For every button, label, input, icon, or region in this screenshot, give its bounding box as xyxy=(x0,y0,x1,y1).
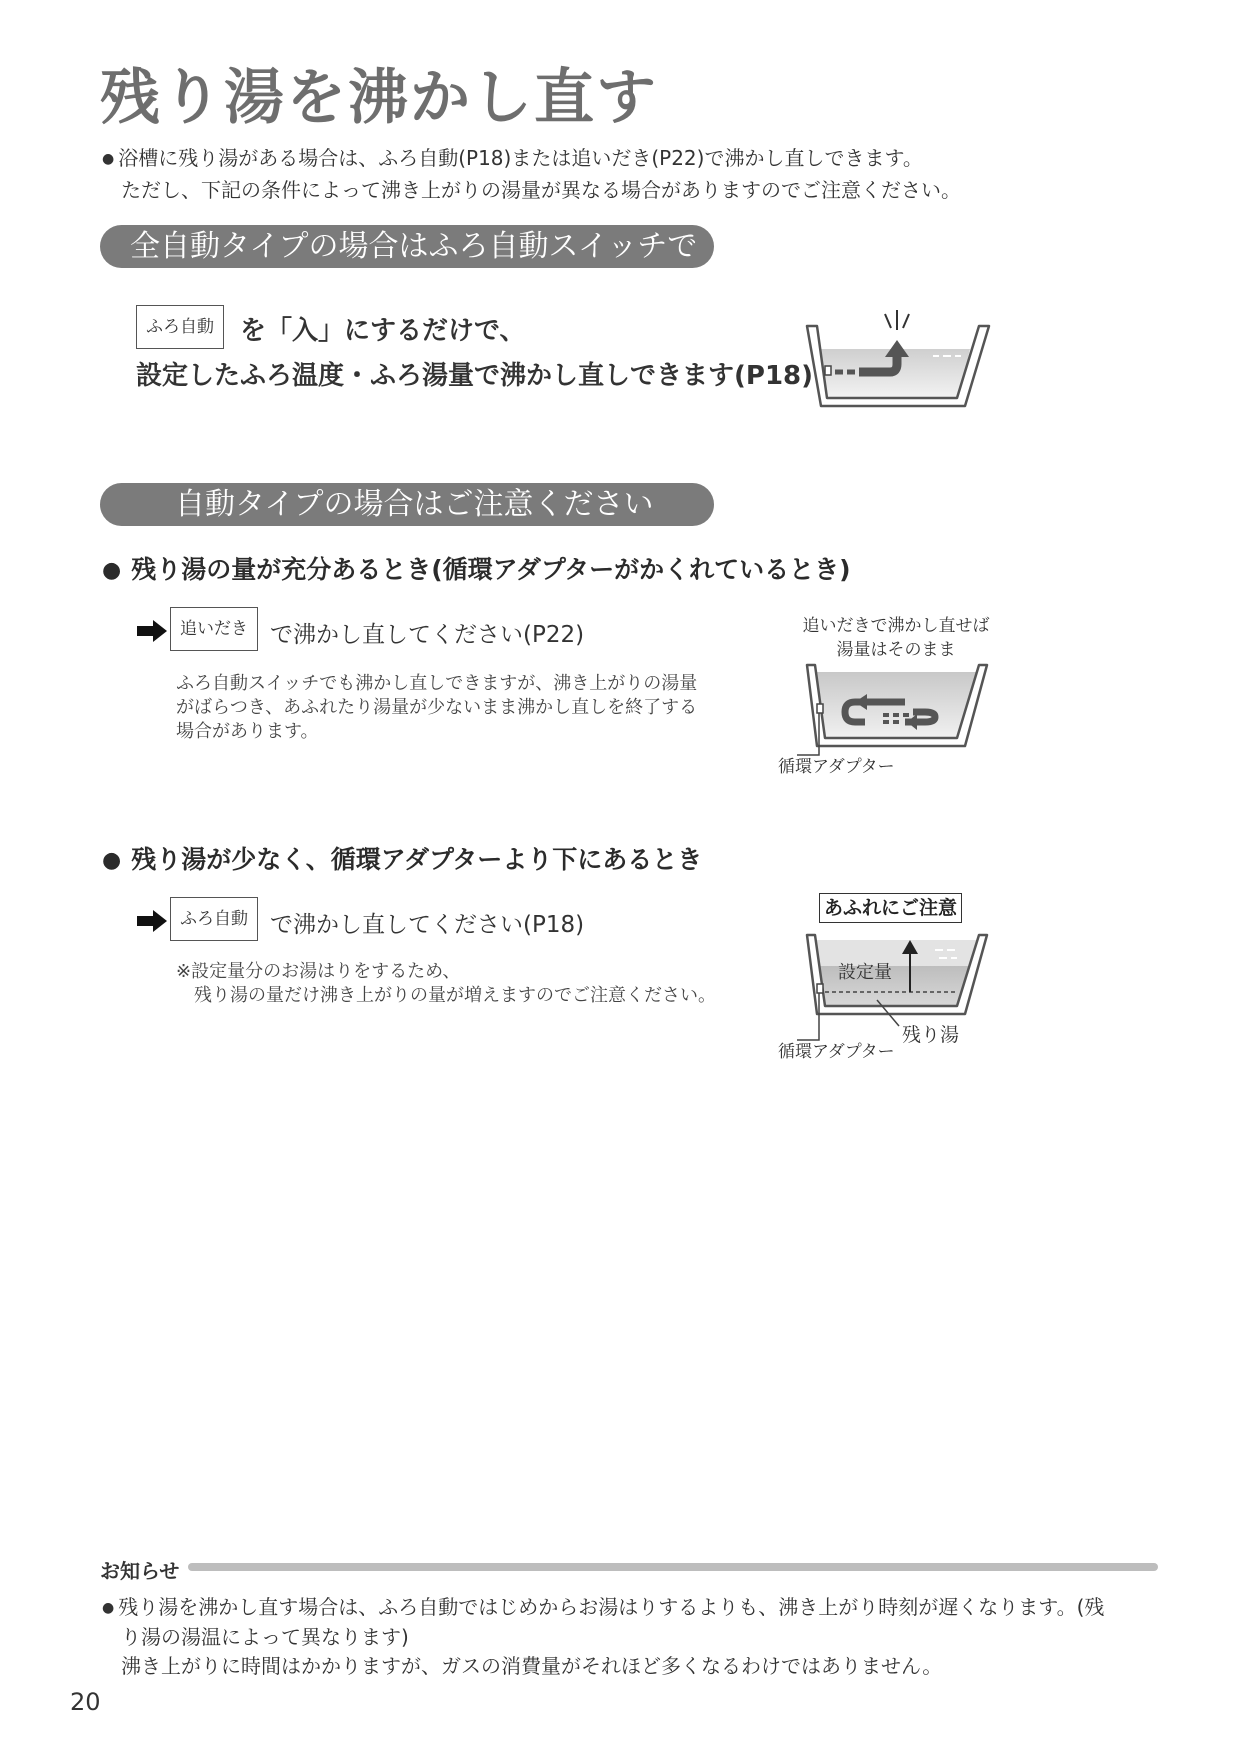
setting-amount-label: 設定量 xyxy=(838,962,892,983)
case2-adapter-label: 循環アダプター xyxy=(778,1042,895,1062)
case2-instruction: で沸かし直してください(P18) xyxy=(270,912,585,938)
remaining-water-label: 残り湯 xyxy=(902,1024,960,1046)
case1-heading: ● 残り湯の量が充分あるとき(循環アダプターがかくれているとき) xyxy=(102,555,851,584)
notice-line-1: ● 残り湯を沸かし直す場合は、ふろ自動ではじめからお湯はりするよりも、沸き上がり時刻が遅くなります。(残 xyxy=(102,1595,1105,1619)
furo-auto-key-label: ふろ自動 xyxy=(170,897,258,941)
notice-divider xyxy=(188,1563,1158,1571)
bullet-icon: ● xyxy=(102,1600,115,1616)
section1-line2: 設定したふろ温度・ふろ湯量で沸かし直しできます(P18) xyxy=(136,361,814,391)
case1-note: ふろ自動スイッチでも沸かし直しできますが、沸き上がりの湯量 がばらつき、あふれたり湯量が少ないまま沸かし直しを終了する 場合があります。 xyxy=(176,673,698,742)
case2-key xyxy=(170,897,258,941)
intro-line-2: ただし、下記の条件によって沸き上がりの湯量が異なる場合がありますのでご注意ください。 xyxy=(121,178,961,202)
section2-heading: 自動タイプの場合はご注意ください xyxy=(100,483,714,526)
notice-text: ● 残り湯を沸かし直す場合は、ふろ自動ではじめからお湯はりするよりも、沸き上がり時刻が遅くなります。(残 り湯の湯温によって異なります) 沸き上がりに時間はかかりますが、ガスの消費量がそれほど多くなるわけではありません。 xyxy=(102,1595,1105,1678)
section1-line1: を「入」にするだけで、 xyxy=(240,316,526,346)
overflow-caution-label: あふれにご注意 xyxy=(819,893,962,923)
page-number: 20 xyxy=(70,1688,101,1716)
case1-key xyxy=(170,607,258,651)
case1-instruction: で沸かし直してください(P22) xyxy=(270,622,585,648)
intro-line-1: ● 浴槽に残り湯がある場合は、ふろ自動(P18)または追いだき(P22)で沸かし直しできます。 xyxy=(102,146,923,170)
bathtub-reheat-figure xyxy=(805,302,1005,412)
oidaki-key-label: 追いだき xyxy=(170,607,258,651)
section1-heading: 全自動タイプの場合はふろ自動スイッチで xyxy=(100,225,714,268)
bullet-icon: ● xyxy=(102,558,122,583)
page-title: 残り湯を沸かし直す xyxy=(100,63,658,133)
bullet-icon: ● xyxy=(102,848,122,873)
case2-heading: ● 残り湯が少なく、循環アダプターより下にあるとき xyxy=(102,845,703,874)
case1-adapter-label: 循環アダプター xyxy=(778,757,895,777)
notice-title: お知らせ xyxy=(100,1559,180,1583)
arrow-right-icon xyxy=(137,620,167,642)
case2-note: ※設定量分のお湯はりをするため、 残り湯の量だけ沸き上がりの量が増えますのでご注意ください。 xyxy=(176,961,716,1006)
furo-auto-key-label: ふろ自動 xyxy=(136,305,224,349)
section1-key xyxy=(136,305,224,349)
intro-text xyxy=(102,143,961,206)
bullet-icon: ● xyxy=(102,151,115,167)
arrow-right-icon xyxy=(137,910,167,932)
case1-figure-caption: 追いだきで沸かし直せば 湯量はそのまま xyxy=(802,616,990,660)
bathtub-overflow-figure xyxy=(795,930,1005,1045)
